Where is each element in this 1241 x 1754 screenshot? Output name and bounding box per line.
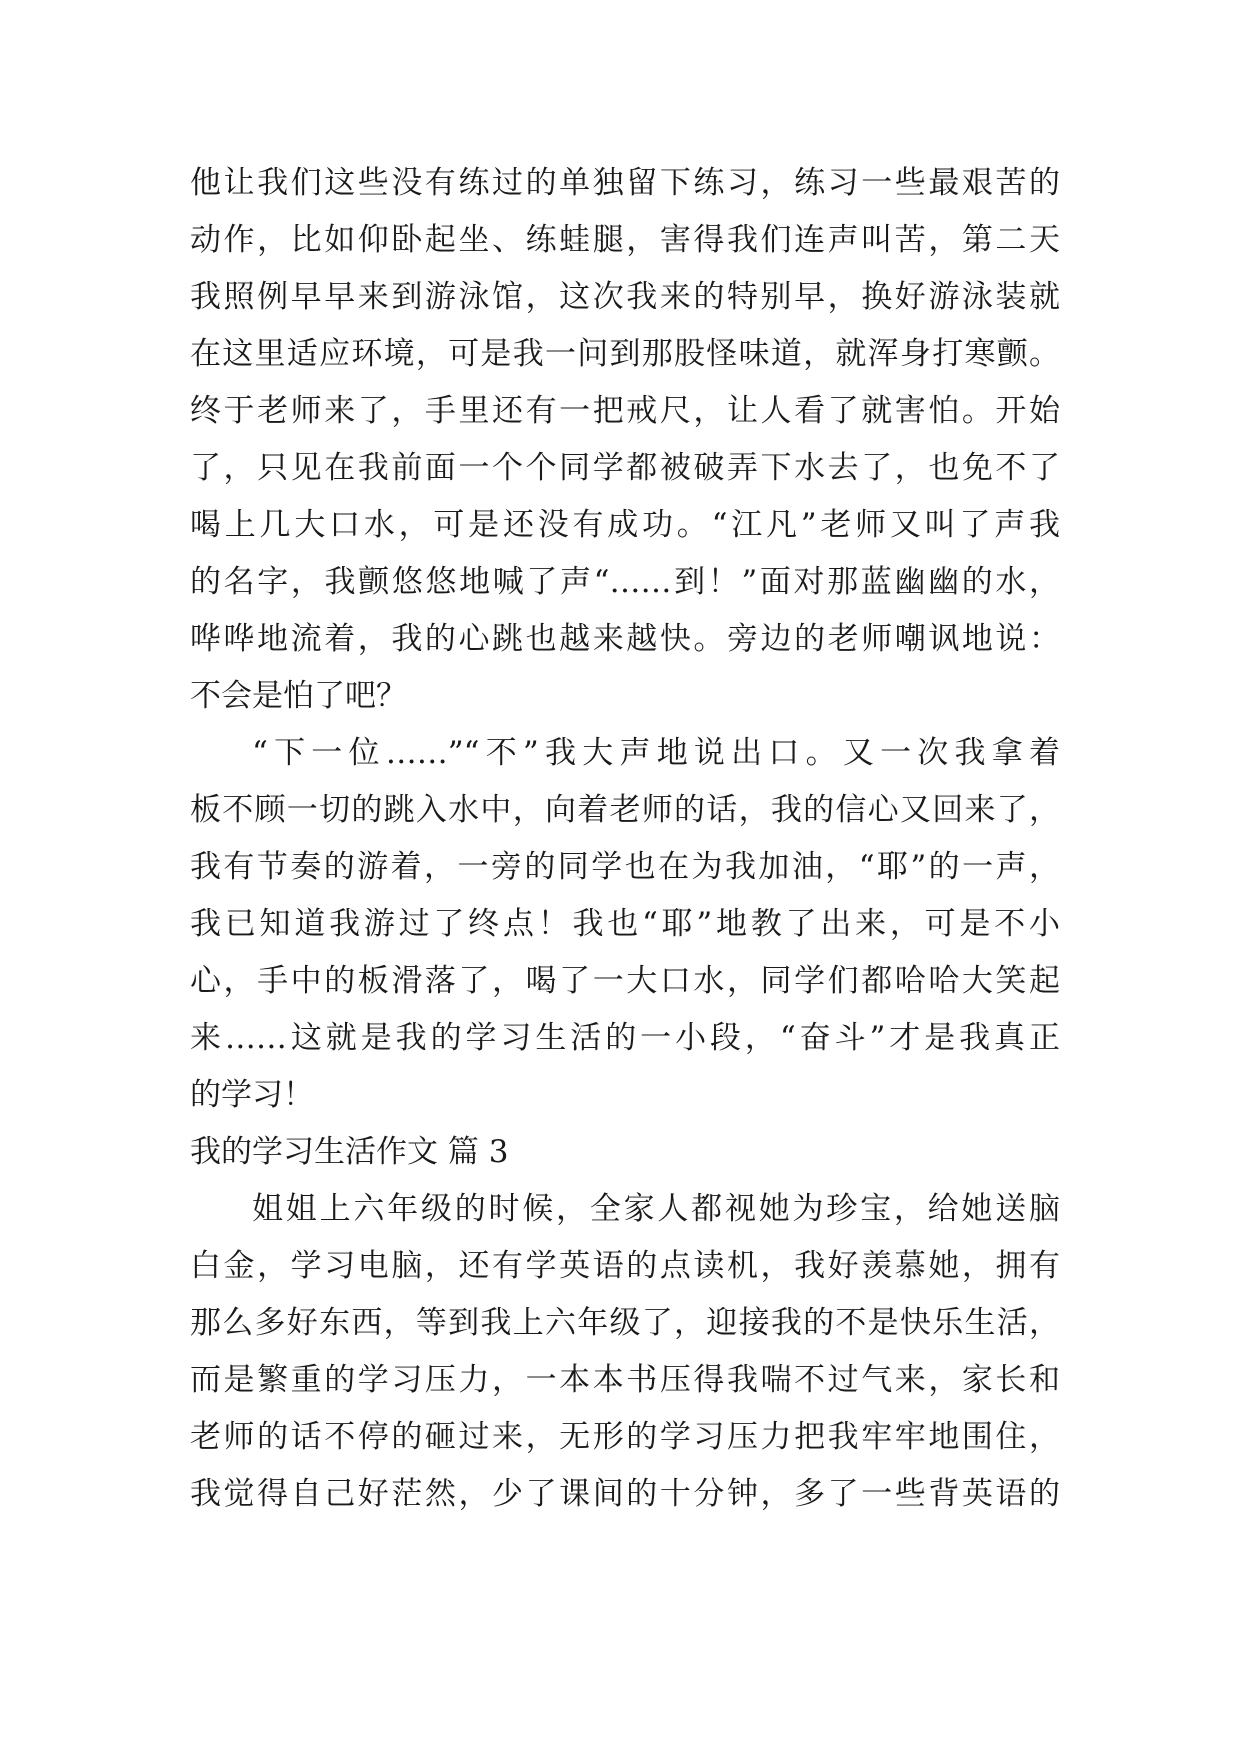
- text-line: 心，手中的板滑落了，喝了一大口水，同学们都哈哈大笑起: [190, 963, 1060, 999]
- text-line: 我已知道我游过了终点！我也“耶”地教了出来，可是不小: [190, 906, 1060, 942]
- text-line: 那么多好东西，等到我上六年级了，迎接我的不是快乐生活，: [190, 1305, 1060, 1341]
- text-line: 的名字，我颤悠悠地喊了声“……到！”面对那蓝幽幽的水，: [190, 564, 1060, 600]
- text-line: 老师的话不停的砸过来，无形的学习压力把我牢牢地围住，: [190, 1419, 1060, 1455]
- text-line: 终于老师来了，手里还有一把戒尺，让人看了就害怕。开始: [190, 393, 1060, 429]
- text-line: 不会是怕了吧？: [190, 678, 407, 714]
- text-line: 白金，学习电脑，还有学英语的点读机，我好羡慕她，拥有: [190, 1248, 1060, 1284]
- text-line: 板不顾一切的跳入水中，向着老师的话，我的信心又回来了，: [190, 792, 1060, 828]
- paragraph-start-line: “下一位……”“不”我大声地说出口。又一次我拿着: [252, 735, 1061, 771]
- text-line: 我照例早早来到游泳馆，这次我来的特别早，换好游泳装就: [190, 279, 1060, 315]
- text-line: 在这里适应环境，可是我一问到那股怪味道，就浑身打寒颤。: [190, 336, 1060, 372]
- text-line: 而是繁重的学习压力，一本本书压得我喘不过气来，家长和: [190, 1362, 1060, 1398]
- essay-body: [190, 155, 1060, 1523]
- text-line: 我觉得自己好茫然，少了课间的十分钟，多了一些背英语的: [190, 1476, 1060, 1512]
- text-line: 来……这就是我的学习生活的一小段，“奋斗”才是我真正: [190, 1020, 1060, 1056]
- text-line: 喝上几大口水，可是还没有成功。“江凡”老师又叫了声我: [190, 507, 1060, 543]
- text-line: 我有节奏的游着，一旁的同学也在为我加油，“耶”的一声，: [190, 849, 1060, 885]
- text-line: 了，只见在我前面一个个同学都被破弄下水去了，也免不了: [190, 450, 1060, 486]
- section-heading: 我的学习生活作文 篇 3: [190, 1134, 509, 1170]
- paragraph-start-line: 姐姐上六年级的时候，全家人都视她为珍宝，给她送脑: [252, 1191, 1060, 1227]
- text-line: 的学习！: [190, 1077, 314, 1113]
- text-line: 哗哗地流着，我的心跳也越来越快。旁边的老师嘲讽地说：: [190, 621, 1060, 657]
- text-line: 他让我们这些没有练过的单独留下练习，练习一些最艰苦的: [190, 165, 1060, 201]
- text-line: 动作，比如仰卧起坐、练蛙腿，害得我们连声叫苦，第二天: [190, 222, 1060, 258]
